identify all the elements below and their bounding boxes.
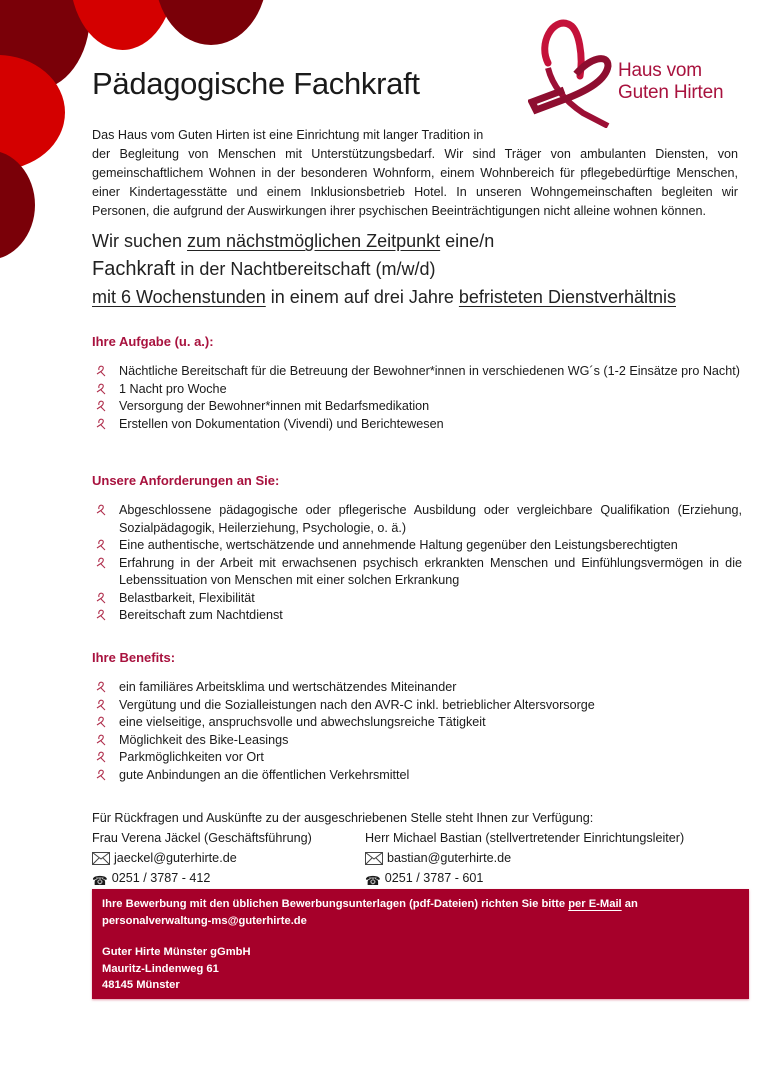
- heart-ribbon-icon: [528, 18, 620, 128]
- phone-number: 0251 / 3787 - 412: [111, 871, 211, 885]
- list-item: Vergütung und die Sozialleistungen nach den AVR-C inkl. betrieblicher Altersvorsorge: [92, 697, 742, 715]
- ribbon-bullet-icon: [96, 734, 108, 746]
- list-item: Bereitschaft zum Nachtdienst: [92, 607, 742, 625]
- email-link[interactable]: bastian@guterhirte.de: [387, 851, 512, 865]
- list-item: eine vielseitige, anspruchsvolle und abwechslungsreiche Tätigkeit: [92, 714, 742, 732]
- list-item: Eine authentische, wertschätzende und annehmende Haltung gegenüber den Leistungsberechtigten: [92, 537, 742, 555]
- contact-name: Herr Michael Bastian (stellvertretender Einrichtungsleiter): [365, 831, 685, 845]
- list-item: Belastbarkeit, Flexibilität: [92, 590, 742, 608]
- list-item: ein familiäres Arbeitsklima und wertschätzendes Miteinander: [92, 679, 742, 697]
- ribbon-bullet-icon: [96, 699, 108, 711]
- application-email[interactable]: personalverwaltung-ms@guterhirte.de: [102, 914, 307, 927]
- job-headline: Wir suchen zum nächstmöglichen Zeitpunkt eine/n Fachkraft in der Nachtbereitschaft (m/w/d) mit 6 Wochenstunden in einem auf drei Jahre befristeten Dienstverhältnis: [92, 231, 676, 307]
- section-heading: Unsere Anforderungen an Sie:: [92, 473, 280, 488]
- org-street: Mauritz-Lindenweg 61: [102, 962, 219, 975]
- ribbon-bullet-icon: [96, 557, 108, 569]
- list-item: Parkmöglichkeiten vor Ort: [92, 749, 742, 767]
- ribbon-bullet-icon: [96, 504, 108, 516]
- section-heading: Ihre Benefits:: [92, 650, 176, 665]
- ribbon-bullet-icon: [96, 769, 108, 781]
- phone-number: 0251 / 3787 - 601: [384, 871, 484, 885]
- envelope-icon: [365, 852, 383, 865]
- logo: [528, 18, 758, 128]
- ribbon-bullet-icon: [96, 751, 108, 763]
- page-title: Pädagogische Fachkraft: [92, 66, 420, 101]
- section-heading: Ihre Aufgabe (u. a.):: [92, 334, 214, 349]
- requirements-list: [92, 502, 742, 625]
- intro-paragraph: Das Haus vom Guten Hirten ist eine Einrichtung mit langer Tradition in der Begleitung von Menschen mit Unterstützungsbedarf. Wir sind Träger von ambulanten Diensten, von gemeinschaftlichem Wohnen in der besonderen Wohnform, einem Wohnbereich für pflegebedürftige Menschen, einer Kindertagesstätte und einem Inklusionsbetrieb Hotel. In unseren Wohngemeinschaften begleiten wir Personen, die aufgrund der Auswirkungen ihrer psychischen Beeinträchtigungen nicht alleine wohnen können.: [92, 128, 738, 218]
- org-city: 48145 Münster: [102, 979, 180, 991]
- ribbon-bullet-icon: [96, 418, 108, 430]
- logo-text: Haus vom Guten Hirten: [618, 60, 724, 103]
- list-item: Erstellen von Dokumentation (Vivendi) und Berichtewesen: [92, 416, 742, 434]
- list-item: 1 Nacht pro Woche: [92, 381, 742, 399]
- phone-icon: ☎: [365, 874, 381, 888]
- list-item: gute Anbindungen an die öffentlichen Verkehrsmittel: [92, 767, 742, 785]
- ribbon-bullet-icon: [96, 365, 108, 377]
- ribbon-bullet-icon: [96, 609, 108, 621]
- list-item: Möglichkeit des Bike-Leasings: [92, 732, 742, 750]
- benefits-list: [92, 679, 742, 784]
- org-name: Guter Hirte Münster gGmbH: [102, 946, 251, 958]
- email-link[interactable]: jaeckel@guterhirte.de: [114, 851, 237, 865]
- requirements-section: [92, 473, 742, 625]
- tasks-section: [92, 334, 742, 433]
- decor-circle-dark: [155, 0, 267, 45]
- email-link[interactable]: per E-Mail: [568, 898, 622, 910]
- contact-section: Für Rückfragen und Auskünfte zu der ausgeschriebenen Stelle steht Ihnen zur Verfügung: Frau Verena Jäckel (Geschäftsführung) Herr Michael Bastian (stellvertretender Einrichtungsleiter) jaeckel@guterhirte.de bastian@guterhirte.de ☎ 0251 / 3787 - 412 ☎ 0251 / 3787 - 601: [92, 808, 752, 891]
- application-box: Ihre Bewerbung mit den üblichen Bewerbungsunterlagen (pdf-Dateien) richten Sie bitte per E-Mail an personalverwaltung-ms@guterhirte.de Guter Hirte Münster gGmbH Mauritz-Lindenweg 61 48145 Münster: [92, 889, 749, 999]
- envelope-icon: [92, 852, 110, 865]
- phone-icon: ☎: [92, 874, 108, 888]
- ribbon-bullet-icon: [96, 592, 108, 604]
- ribbon-bullet-icon: [96, 681, 108, 693]
- tasks-list: [92, 363, 742, 433]
- ribbon-bullet-icon: [96, 383, 108, 395]
- ribbon-bullet-icon: [96, 539, 108, 551]
- list-item: Nächtliche Bereitschaft für die Betreuung der Bewohner*innen in verschiedenen WG´s (1-2 Einsätze pro Nacht): [92, 363, 742, 381]
- contact-name: Frau Verena Jäckel (Geschäftsführung): [92, 831, 312, 845]
- benefits-section: [92, 650, 742, 784]
- decor-circle-dark: [0, 150, 35, 260]
- list-item: Abgeschlossene pädagogische oder pflegerische Ausbildung oder vergleichbare Qualifikation (Erziehung, Sozialpädagogik, Heilerziehung, Psychologie, o. ä.): [92, 502, 742, 537]
- list-item: Erfahrung in der Arbeit mit erwachsenen psychisch erkrankten Menschen und Einfühlungsvermögen in die Lebenssituation von Menschen mit einer solchen Erkrankung: [92, 555, 742, 590]
- ribbon-bullet-icon: [96, 400, 108, 412]
- ribbon-bullet-icon: [96, 716, 108, 728]
- list-item: Versorgung der Bewohner*innen mit Bedarfsmedikation: [92, 398, 742, 416]
